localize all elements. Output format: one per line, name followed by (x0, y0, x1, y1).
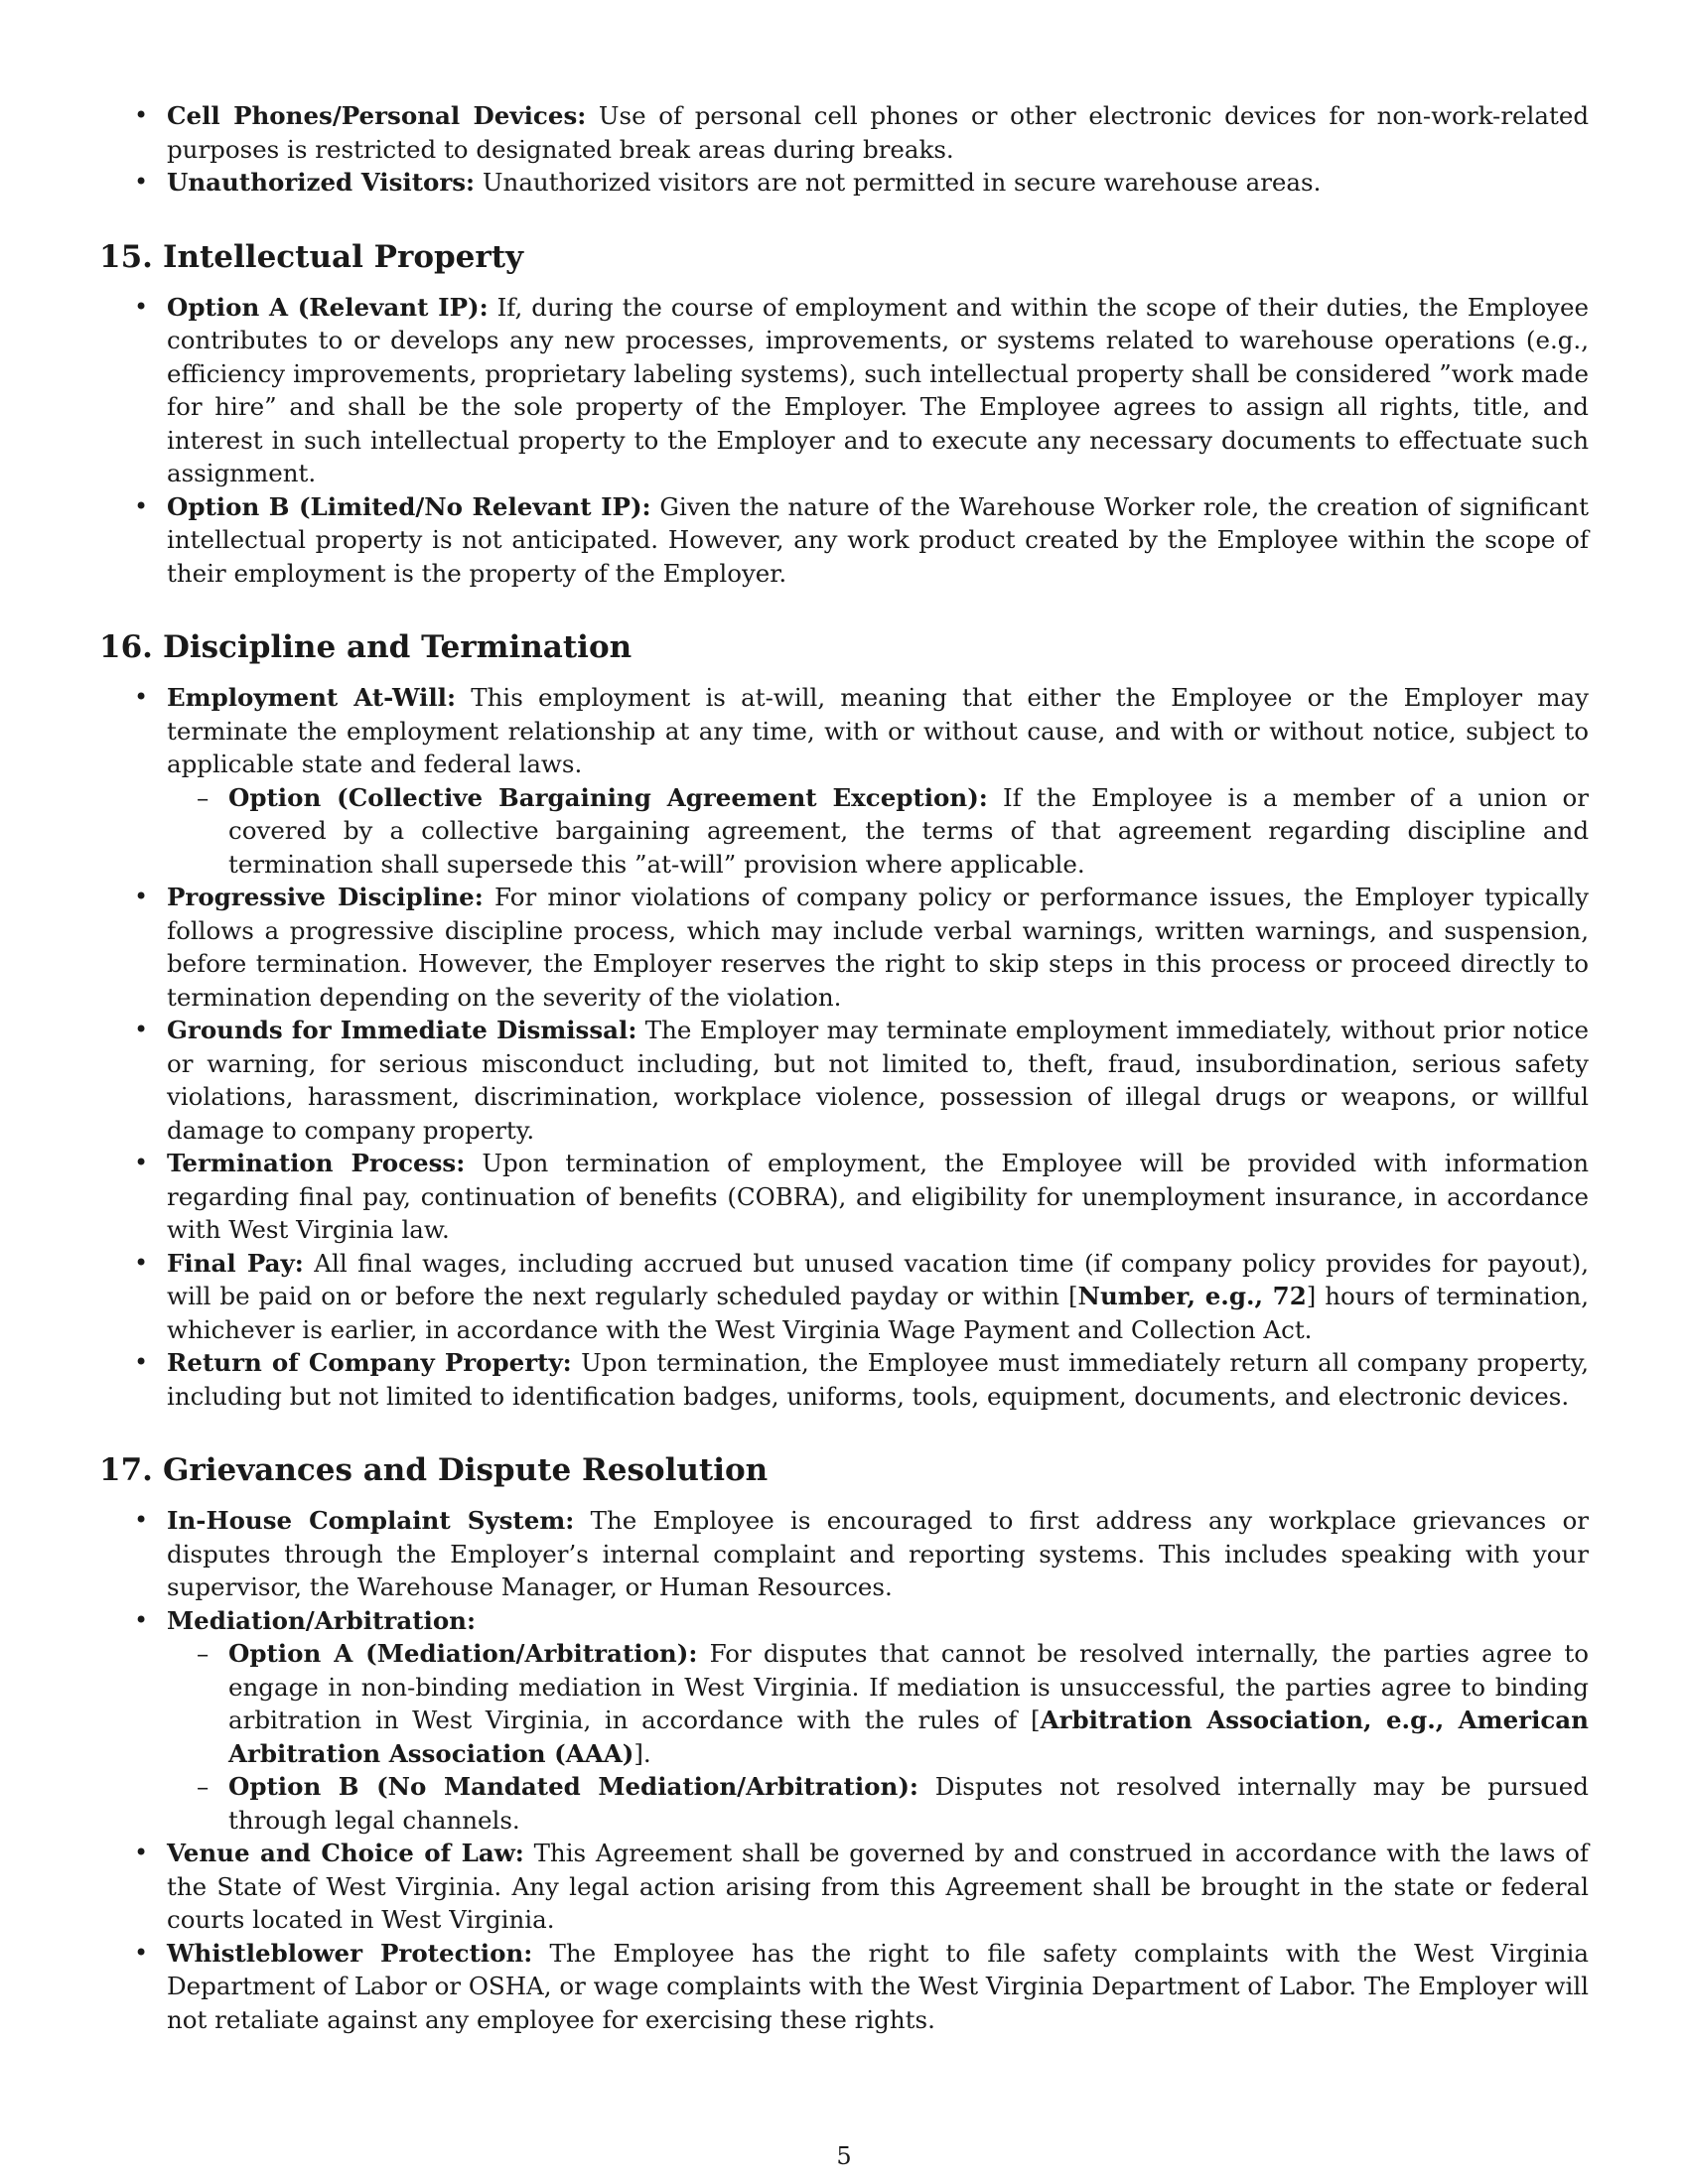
item-text: The Employee is encouraged to first address any workplace grievances or disputes through the Employer’s internal complaint and reporting systems. This includes speaking with your supervisor, the Warehouse Manager, or Human Resources. (167, 1506, 1589, 1601)
item-text: This Agreement shall be governed by and construed in accordance with the laws of the State of West Virginia. Any legal action arising from this Agreement shall be brought in the state or federal courts located in West Virginia. (167, 1839, 1589, 1934)
item-label: Mediation/Arbitration: (167, 1605, 477, 1635)
section-number: 15. (99, 238, 153, 275)
sub-list-item (167, 1637, 1589, 1770)
item-text: Given the nature of the Warehouse Worker role, the creation of significant intellectual property is not anticipated. However, any work product created by the Employee within the scope of their employment is the property of the Employer. (167, 491, 1589, 588)
section-title: Grievances and Dispute Resolution (162, 1452, 769, 1488)
list-item (99, 490, 1589, 591)
item-text: For disputes that cannot be resolved internally, the parties agree to engage in non-binding mediation in West Virginia. If mediation is unsuccessful, the parties agree to binding arbitration in West Virginia, in accordance with the rules of [ (228, 1639, 1589, 1734)
item-label: Venue and Choice of Law: (167, 1839, 524, 1867)
item-text: Upon termination, the Employee must immediately return all company property, including but not limited to identification badges, uniforms, tools, equipment, documents, and electronic devices. (167, 1348, 1589, 1411)
list-item (99, 1837, 1589, 1937)
section-16-list (99, 681, 1589, 1413)
item-label: Option A (Mediation/Arbitration): (228, 1639, 698, 1668)
item-label: Progressive Discipline: (167, 883, 484, 911)
item-text: Disputes not resolved internally may be pursued through legal channels. (228, 1772, 1589, 1835)
item-label: Grounds for Immediate Dismissal: (167, 1016, 637, 1044)
item-label: Option B (No Mandated Mediation/Arbitration): (228, 1772, 918, 1801)
sub-list (167, 1637, 1589, 1837)
sub-list-item (167, 1770, 1589, 1837)
item-label: Termination Process: (167, 1149, 466, 1177)
document-page (99, 99, 1589, 2036)
sub-list-item (167, 781, 1589, 882)
list-item (99, 681, 1589, 881)
section-17-list (99, 1504, 1589, 2036)
section-number: 16. (99, 629, 153, 665)
item-text: The Employee has the right to file safety complaints with the West Virginia Department of Labor or OSHA, or wage complaints with the West Virginia Department of Labor. The Employer will not retaliate against any employee for exercising these rights. (167, 1938, 1589, 2034)
item-label: Return of Company Property: (167, 1348, 572, 1377)
placeholder-field: Number, e.g., 72 (1077, 1282, 1307, 1310)
section-title: Intellectual Property (162, 238, 524, 275)
list-item (99, 1346, 1589, 1413)
item-text: If, during the course of employment and within the scope of their duties, the Employee contributes to or develops any new processes, improvements, or systems related to warehouse operations (e.g., efficiency improvements, proprietary labeling systems), such intellectual property shall be considered ”work made for hire” and shall be the sole property of the Employer. The Employee agrees to assign all rights, title, and interest in such intellectual property to the Employer and to execute any necessary documents to effectuate such assignment. (167, 292, 1589, 487)
item-label: Whistleblower Protection: (167, 1938, 533, 1968)
section-number: 17. (99, 1452, 153, 1488)
list-item (99, 1247, 1589, 1347)
item-text: ] hours of termination, whichever is earlier, in accordance with the West Virginia Wage Payment and Collection Act. (167, 1282, 1590, 1344)
item-text: ]. (633, 1738, 651, 1768)
item-label: Option (Collective Bargaining Agreement Exception): (228, 782, 988, 812)
item-text: If the Employee is a member of a union or covered by a collective bargaining agreement, the terms of that agreement regarding discipline and termination shall supersede this ”at-will” provision where applicable. (228, 782, 1590, 879)
sub-list (167, 781, 1589, 882)
item-label: Cell Phones/Personal Devices: (167, 101, 587, 130)
item-label: Unauthorized Visitors: (167, 168, 476, 197)
item-text: Upon termination of employment, the Employee will be provided with information regarding final pay, continuation of benefits (COBRA), and eligibility for unemployment insurance, in accordance with West Virginia law. (167, 1149, 1590, 1244)
page-number: 5 (836, 2142, 852, 2170)
section-15-list (99, 291, 1589, 591)
list-item (99, 291, 1589, 490)
list-item (99, 1604, 1589, 1838)
item-label: Final Pay: (167, 1248, 304, 1278)
item-label: In-House Complaint System: (167, 1506, 575, 1535)
item-text: Use of personal cell phones or other electronic devices for non-work-related purposes is restricted to designated break areas during breaks. (167, 101, 1589, 164)
list-item (99, 99, 1589, 166)
list-item (99, 1014, 1589, 1147)
item-label: Option A (Relevant IP): (167, 292, 489, 322)
item-text: The Employer may terminate employment immediately, without prior notice or warning, for serious misconduct including, but not limited to, theft, fraud, insubordination, serious safety violations, harassment, discrimination, workplace violence, possession of illegal drugs or weapons, or willful damage to company property. (167, 1016, 1589, 1145)
section-heading-15 (99, 237, 1589, 277)
item-text: This employment is at-will, meaning that either the Employee or the Employer may terminate the employment relationship at any time, with or without cause, and with or without notice, subject to applicable state and federal laws. (167, 683, 1589, 778)
section-title: Discipline and Termination (162, 629, 633, 665)
item-text: All final wages, including accrued but unused vacation time (if company policy provides for payout), will be paid on or before the next regularly scheduled payday or within [ (167, 1248, 1589, 1310)
section-heading-16 (99, 627, 1589, 667)
list-item (99, 1937, 1589, 2037)
list-item (99, 881, 1589, 1014)
section-heading-17 (99, 1450, 1589, 1490)
continued-list (99, 99, 1589, 200)
list-item (99, 1504, 1589, 1604)
item-label: Option B (Limited/No Relevant IP): (167, 491, 651, 521)
list-item (99, 1147, 1589, 1247)
item-text: For minor violations of company policy or performance issues, the Employer typically follows a progressive discipline process, which may include verbal warnings, written warnings, and suspension, before termination. However, the Employer reserves the right to skip steps in this process or proceed directly to termination depending on the severity of the violation. (167, 883, 1589, 1012)
item-text: Unauthorized visitors are not permitted in secure warehouse areas. (475, 168, 1322, 197)
list-item (99, 166, 1589, 200)
placeholder-field: Arbitration Association, e.g., American Arbitration Association (AAA) (228, 1706, 1589, 1768)
item-label: Employment At-Will: (167, 683, 457, 712)
